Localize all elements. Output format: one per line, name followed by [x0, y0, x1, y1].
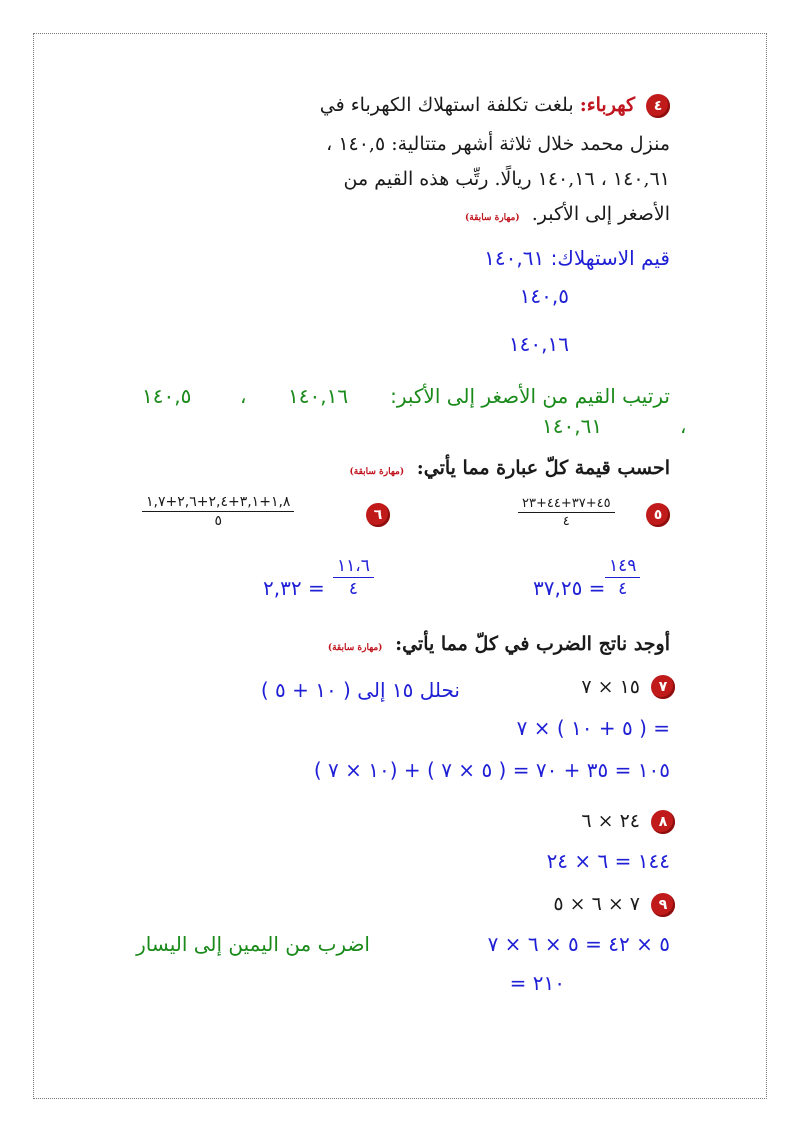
fraction-denominator: ٤ — [618, 579, 628, 599]
fraction-denominator: ٤ — [562, 514, 570, 529]
consumption-value-1: ١٤٠,٦١ — [484, 246, 545, 270]
question-4-line-3: ١٤٠,٦١ ، ١٤٠,١٦ ريالًا. رتِّب هذه القيم من — [343, 168, 670, 190]
question-7-step-2: ١٠٥ = ٣٥ + ٧٠ = ( ٥ × ٧ ) + (١٠ × ٧ ) — [313, 758, 670, 782]
ordered-value-1: ١٤٠,١٦ — [288, 384, 349, 408]
question-6-answer-fraction — [333, 556, 374, 599]
fraction-numerator: ١٤٩ — [605, 556, 640, 578]
question-number-badge: ٧ — [651, 675, 675, 699]
consumption-label: قيم الاستهلاك: — [550, 246, 670, 270]
question-4-line-2: منزل محمد خلال ثلاثة أشهر متتالية: ١٤٠,٥ ، — [326, 133, 670, 155]
fraction-numerator: ١١،٦ — [333, 556, 374, 578]
order-separator: ، — [240, 384, 247, 408]
order-label: ترتيب القيم من الأصغر إلى الأكبر: — [390, 384, 670, 408]
question-6-answer-value: ٢,٣٢ = — [263, 576, 325, 600]
question-7-step-1: = ( ٥ + ١٠ ) × ٧ — [516, 716, 670, 740]
compute-heading-text: احسب قيمة كلّ عبارة مما يأتي: — [416, 457, 670, 479]
question-4-line-1 — [320, 94, 635, 116]
question-number-badge: ٤ — [646, 94, 670, 118]
question-9-note: اضرب من اليمين إلى اليسار — [136, 932, 370, 956]
ordered-value-3: ١٤٠,٦١ — [542, 414, 603, 438]
question-5-fraction — [518, 496, 615, 529]
ordered-value-2: ١٤٠,٥ — [142, 384, 192, 408]
question-number-badge: ٥ — [646, 503, 670, 527]
question-5-answer-fraction — [605, 556, 640, 599]
skill-tag: (مهارة سابقة) — [465, 213, 520, 223]
question-number-badge: ٦ — [366, 503, 390, 527]
compute-section-heading — [350, 457, 671, 479]
question-4-title: كهرباء: — [579, 94, 635, 116]
order-separator: ، — [680, 414, 687, 438]
question-number-badge: ٩ — [651, 893, 675, 917]
fraction-denominator: ٥ — [214, 513, 222, 529]
question-9-step-1: ٥ × ٤٢ = ٥ × ٦ × ٧ — [487, 932, 670, 956]
question-4-text-4: الأصغر إلى الأكبر. — [531, 203, 670, 225]
consumption-value-3: ١٤٠,١٦ — [508, 332, 569, 356]
consumption-values-line — [484, 246, 670, 270]
fraction-denominator: ٤ — [348, 579, 359, 599]
fraction-numerator: ١,٨+٣,١+٢,٤+٢,٦+١,٧ — [142, 494, 294, 512]
question-4-text-1: بلغت تكلفة استهلاك الكهرباء في — [319, 94, 574, 116]
question-5-answer-value: ٣٧,٢٥ = — [533, 576, 606, 600]
question-7-expression: ١٥ × ٧ — [581, 676, 640, 698]
question-9-step-2: ٢١٠ = — [509, 971, 565, 995]
multiply-heading-text: أوجد ناتج الضرب في كلّ مما يأتي: — [395, 633, 670, 655]
multiply-section-heading — [328, 633, 670, 655]
question-9-expression: ٧ × ٦ × ٥ — [553, 893, 640, 915]
question-7-note: نحلل ١٥ إلى ( ١٠ + ٥ ) — [260, 678, 460, 702]
skill-tag: (مهارة سابقة) — [327, 643, 383, 653]
question-8-step-1: ١٤٤ = ٦ × ٢٤ — [546, 849, 670, 873]
question-4-line-4 — [465, 203, 670, 225]
skill-tag: (مهارة سابقة) — [349, 467, 405, 477]
question-number-badge: ٨ — [651, 810, 675, 834]
question-8-expression: ٢٤ × ٦ — [581, 810, 640, 832]
question-6-fraction — [142, 494, 294, 529]
consumption-value-2: ١٤٠,٥ — [519, 284, 569, 308]
fraction-numerator: ٤٥+٣٧+٤٤+٢٣ — [518, 496, 615, 513]
